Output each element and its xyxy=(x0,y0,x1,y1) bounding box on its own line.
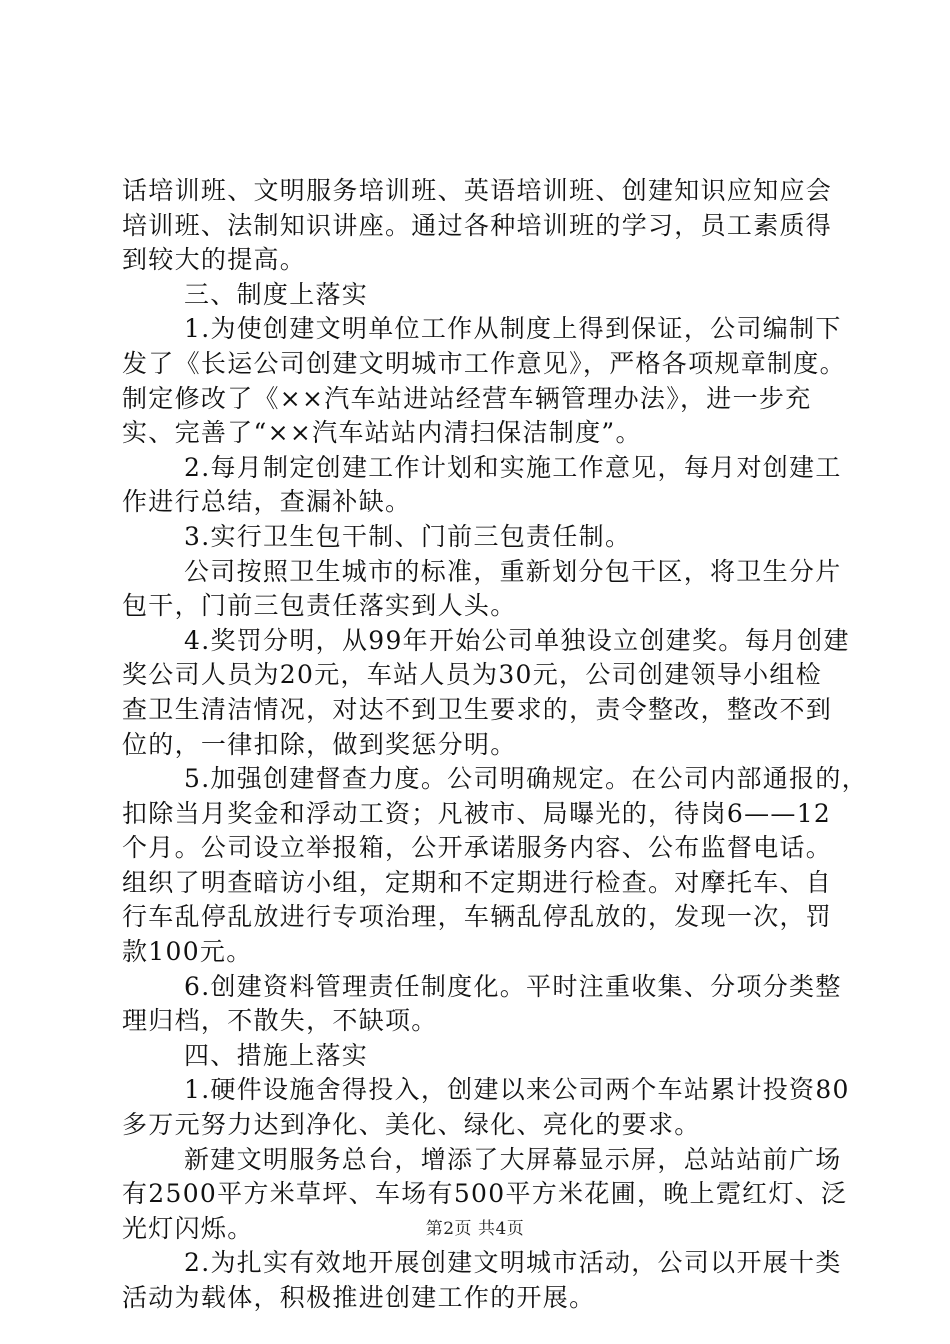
page-number: 第2页 共4页 xyxy=(425,1219,525,1239)
text-line: 6.创建资料管理责任制度化。平时注重收集、分项分类整 xyxy=(184,971,842,1001)
text-line: 公司按照卫生城市的标准，重新划分包干区，将卫生分片 xyxy=(184,556,842,586)
text-line: 行车乱停乱放进行专项治理，车辆乱停乱放的，发现一次，罚 xyxy=(122,902,833,932)
text-line: 新建文明服务总台，增添了大屏幕显示屏，总站站前广场 xyxy=(184,1144,842,1174)
text-line: 1.硬件设施舍得投入，创建以来公司两个车站累计投资80 xyxy=(184,1075,850,1105)
document-body xyxy=(122,174,868,1316)
text-line: 2.每月制定创建工作计划和实施工作意见，每月对创建工 xyxy=(184,452,842,482)
text-line: 位的，一律扣除，做到奖惩分明。 xyxy=(122,729,517,759)
text-line: 1.为使创建文明单位工作从制度上得到保证，公司编制下 xyxy=(184,314,842,344)
text-line: 2.为扎实有效地开展创建文明城市活动，公司以开展十类 xyxy=(184,1248,842,1278)
text-line: 光灯闪烁。 xyxy=(122,1213,254,1243)
text-line: 理归档，不散失，不缺项。 xyxy=(122,1006,438,1036)
text-line: 活动为载体，积极推进创建工作的开展。 xyxy=(122,1283,596,1312)
text-line: 有2500平方米草坪、车场有500平方米花圃，晚上霓红灯、泛 xyxy=(122,1179,848,1209)
page-footer xyxy=(0,1214,950,1239)
text-line: 扣除当月奖金和浮动工资；凡被市、局曝光的，待岗6——12 xyxy=(122,798,832,828)
text-line: 包干，门前三包责任落实到人头。 xyxy=(122,591,517,621)
text-line: 三、制度上落实 xyxy=(184,279,369,309)
text-line: 制定修改了《××汽车站进站经营车辆管理办法》，进一步充 xyxy=(122,383,812,413)
text-line: 话培训班、文明服务培训班、英语培训班、创建知识应知应会 xyxy=(122,176,833,205)
text-line: 奖公司人员为20元，车站人员为30元，公司创建领导小组检 xyxy=(122,660,823,690)
text-line: 实、完善了“××汽车站站内清扫保洁制度”。 xyxy=(122,418,642,448)
text-line: 作进行总结，查漏补缺。 xyxy=(122,487,412,517)
text-line: 个月。公司设立举报箱，公开承诺服务内容、公布监督电话。 xyxy=(122,833,833,863)
text-line: 4.奖罚分明，从99年开始公司单独设立创建奖。每月创建 xyxy=(184,625,850,655)
text-line: 培训班、法制知识讲座。通过各种培训班的学习，员工素质得 xyxy=(122,210,833,240)
text-line: 组织了明查暗访小组，定期和不定期进行检查。对摩托车、自 xyxy=(122,867,833,897)
text-line: 到较大的提高。 xyxy=(122,245,307,275)
text-line: 3.实行卫生包干制、门前三包责任制。 xyxy=(184,521,632,551)
text-line: 查卫生清洁情况，对达不到卫生要求的，责令整改，整改不到 xyxy=(122,694,833,724)
text-line: 发了《长运公司创建文明城市工作意见》，严格各项规章制度。 xyxy=(122,348,846,378)
text-line: 款100元。 xyxy=(122,937,253,967)
text-line: 5.加强创建督查力度。公司明确规定。在公司内部通报的， xyxy=(184,764,868,794)
text-line: 多万元努力达到净化、美化、绿化、亮化的要求。 xyxy=(122,1110,701,1140)
text-line: 四、措施上落实 xyxy=(184,1040,369,1070)
